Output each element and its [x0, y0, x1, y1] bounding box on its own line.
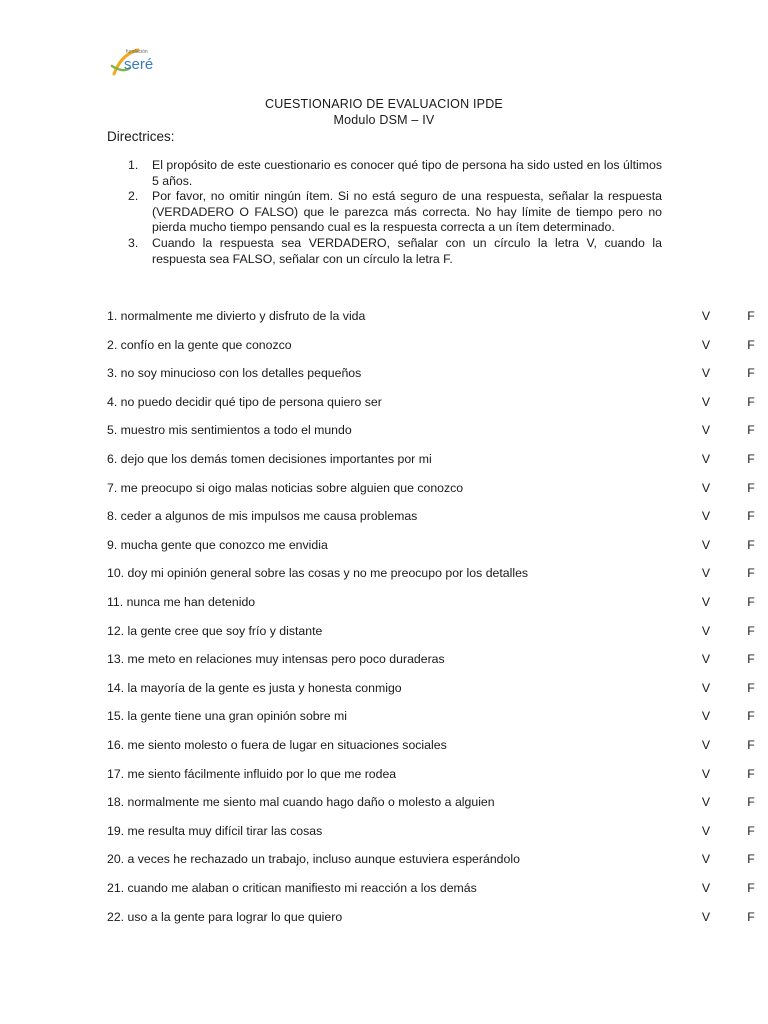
- answer-option-v[interactable]: V: [701, 309, 711, 323]
- answer-option-f[interactable]: F: [747, 337, 755, 352]
- question-row: [107, 792, 755, 812]
- answer-option-f[interactable]: F: [747, 738, 755, 752]
- answer-option-v[interactable]: V: [701, 852, 711, 867]
- answer-option-f[interactable]: F: [747, 480, 755, 495]
- question-text: 10. doy mi opinión general sobre las cosas y no me preocupo por los detalles: [107, 566, 529, 581]
- question-text: 3. no soy minucioso con los detalles pequeños: [107, 366, 362, 381]
- answer-option-f[interactable]: F: [747, 423, 755, 438]
- answer-option-v[interactable]: V: [701, 366, 711, 381]
- logo-brand-text: seré: [124, 56, 154, 73]
- instruction-item: [128, 158, 662, 189]
- question-row: [107, 621, 755, 641]
- answer-option-f[interactable]: F: [747, 823, 755, 838]
- answer-option-f[interactable]: F: [747, 881, 755, 895]
- instructions-list: [128, 158, 662, 267]
- answer-option-f[interactable]: F: [747, 366, 755, 381]
- question-text: 12. la gente cree que soy frío y distante: [107, 623, 323, 638]
- question-row: [107, 449, 755, 469]
- answer-option-f[interactable]: F: [747, 623, 755, 638]
- answer-option-v[interactable]: V: [701, 680, 711, 695]
- question-row: [107, 363, 755, 383]
- question-text: 2. confío en la gente que conozco: [107, 337, 292, 352]
- answer-option-v[interactable]: V: [701, 652, 711, 667]
- document-subtitle: Modulo DSM – IV: [333, 113, 435, 127]
- question-row: [107, 592, 755, 612]
- instruction-item: [128, 189, 662, 236]
- answer-option-v[interactable]: V: [701, 709, 711, 724]
- question-row: [107, 706, 755, 726]
- question-text: 18. normalmente me siento mal cuando hago daño o molesto a alguien: [107, 795, 495, 810]
- answer-option-v[interactable]: V: [701, 766, 711, 781]
- instruction-item: [128, 236, 662, 267]
- answer-option-v[interactable]: V: [701, 909, 711, 924]
- question-row: [107, 878, 755, 898]
- question-text: 20. a veces he rechazado un trabajo, incluso aunque estuviera esperándolo: [107, 852, 520, 867]
- question-text: 16. me siento molesto o fuera de lugar en situaciones sociales: [107, 738, 447, 752]
- document-title: CUESTIONARIO DE EVALUACION IPDE: [265, 97, 503, 111]
- question-text: 22. uso a la gente para lograr lo que quiero: [107, 909, 343, 924]
- instruction-number: 1.: [128, 158, 139, 172]
- answer-option-v[interactable]: V: [701, 537, 711, 552]
- question-text: 14. la mayoría de la gente es justa y honesta conmigo: [107, 680, 402, 695]
- question-row: [107, 392, 755, 412]
- instruction-text: El propósito de este cuestionario es conocer qué tipo de persona ha sido usted en los últimos 5 años.: [152, 158, 662, 188]
- answer-option-f[interactable]: F: [747, 852, 755, 867]
- instruction-text: Por favor, no omitir ningún ítem. Si no está seguro de una respuesta, señalar la respuesta (VERDADERO O FALSO) que le parezca más correcta. No hay límite de tiempo pero no pierda mucho tiempo pensando cual es la respuesta correcta a un ítem determinado.: [152, 189, 662, 235]
- answer-option-f[interactable]: F: [747, 309, 755, 323]
- question-text: 19. me resulta muy difícil tirar las cosas: [107, 823, 323, 838]
- question-text: 7. me preocupo si oigo malas noticias sobre alguien que conozco: [107, 480, 464, 495]
- question-text: 1. normalmente me divierto y disfruto de la vida: [107, 309, 366, 323]
- question-text: 4. no puedo decidir qué tipo de persona quiero ser: [107, 394, 382, 409]
- answer-option-f[interactable]: F: [747, 652, 755, 667]
- logo-small-text: fundación: [126, 49, 148, 55]
- directives-label: Directrices:: [107, 129, 175, 144]
- instruction-number: 3.: [128, 235, 139, 250]
- question-row: [107, 649, 755, 669]
- answer-option-v[interactable]: V: [701, 480, 711, 495]
- question-row: [107, 821, 755, 841]
- question-row: [107, 535, 755, 555]
- question-text: 8. ceder a algunos de mis impulsos me causa problemas: [107, 509, 418, 524]
- answer-option-f[interactable]: F: [747, 795, 755, 810]
- question-text: 21. cuando me alaban o critican manifiesto mi reacción a los demás: [107, 881, 477, 895]
- question-row: [107, 506, 755, 526]
- answer-option-f[interactable]: F: [747, 509, 755, 524]
- answer-option-v[interactable]: V: [701, 623, 711, 638]
- instruction-number: 2.: [128, 189, 139, 204]
- question-row: [107, 335, 755, 355]
- answer-option-f[interactable]: F: [747, 766, 755, 781]
- answer-option-v[interactable]: V: [701, 509, 711, 524]
- question-row: [107, 478, 755, 498]
- answer-option-v[interactable]: V: [701, 337, 711, 352]
- answer-option-f[interactable]: F: [747, 566, 755, 581]
- answer-option-f[interactable]: F: [747, 595, 755, 609]
- answer-option-v[interactable]: V: [701, 452, 711, 466]
- answer-option-v[interactable]: V: [701, 595, 711, 609]
- answer-option-v[interactable]: V: [701, 881, 711, 895]
- logo: [108, 44, 168, 80]
- answer-option-f[interactable]: F: [747, 680, 755, 695]
- question-row: [107, 678, 755, 698]
- answer-option-v[interactable]: V: [701, 823, 711, 838]
- answer-option-f[interactable]: F: [747, 909, 755, 924]
- question-row: [107, 306, 755, 326]
- question-row: [107, 563, 755, 583]
- instruction-text: Cuando la respuesta sea VERDADERO, señalar con un círculo la letra V, cuando la respuesta sea FALSO, señalar con un círculo la letra F.: [152, 235, 662, 266]
- question-text: 17. me siento fácilmente influido por lo que me rodea: [107, 766, 397, 781]
- answer-option-v[interactable]: V: [701, 394, 711, 409]
- answer-option-v[interactable]: V: [701, 566, 711, 581]
- question-text: 5. muestro mis sentimientos a todo el mundo: [107, 423, 352, 438]
- answer-option-f[interactable]: F: [747, 394, 755, 409]
- question-row: [107, 849, 755, 869]
- question-row: [107, 735, 755, 755]
- question-text: 11. nunca me han detenido: [107, 595, 256, 609]
- question-text: 13. me meto en relaciones muy intensas pero poco duraderas: [107, 652, 445, 667]
- question-row: [107, 420, 755, 440]
- question-text: 6. dejo que los demás tomen decisiones importantes por mi: [107, 452, 432, 466]
- question-row: [107, 907, 755, 927]
- question-row: [107, 764, 755, 784]
- question-text: 9. mucha gente que conozco me envidia: [107, 537, 328, 552]
- answer-option-v[interactable]: V: [701, 738, 711, 752]
- answer-option-f[interactable]: F: [747, 452, 755, 466]
- answer-option-v[interactable]: V: [701, 423, 711, 438]
- sere-logo-icon: [108, 44, 168, 80]
- answer-option-f[interactable]: F: [747, 709, 755, 724]
- answer-option-f[interactable]: F: [747, 537, 755, 552]
- answer-option-v[interactable]: V: [701, 795, 711, 810]
- question-text: 15. la gente tiene una gran opinión sobre mi: [107, 709, 347, 724]
